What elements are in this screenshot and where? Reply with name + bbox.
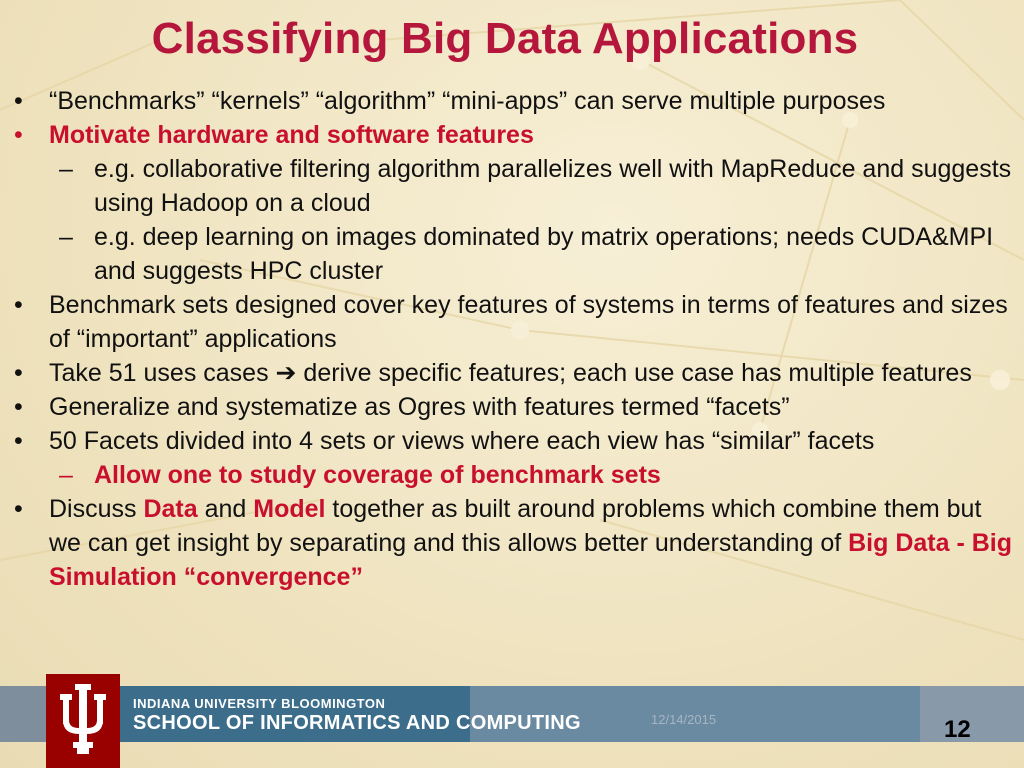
highlight-text: Big Data - Big Simulation “convergence” (49, 529, 1013, 591)
bullet-marker: • (14, 427, 23, 455)
sub-bullet-item (14, 458, 1014, 492)
bullet-item (14, 424, 1014, 458)
slide-date: 12/14/2015 (651, 712, 717, 727)
bullet-item (14, 84, 1014, 118)
dash-marker: – (59, 155, 73, 183)
bullet-item (14, 390, 1014, 424)
bullet-text: together as built around problems which combine them but we can get insight by separating and this allows better understanding of (49, 495, 982, 557)
bullet-text: Discuss (49, 495, 144, 523)
bullet-list (14, 84, 1014, 594)
bullet-marker: • (14, 121, 23, 149)
bullet-text: Generalize and systematize as Ogres with features termed “facets” (49, 393, 790, 421)
bullet-text: 50 Facets divided into 4 sets or views where each view has “similar” facets (49, 427, 875, 455)
bullet-marker: • (14, 87, 23, 115)
page-number: 12 (944, 716, 971, 743)
dash-marker: – (59, 223, 73, 251)
highlight-text: Model (253, 495, 326, 523)
highlight-text: Allow one to study coverage of benchmark sets (94, 461, 661, 489)
bullet-marker: • (14, 495, 23, 523)
bullet-text: and (197, 495, 254, 523)
bullet-text: Benchmark sets designed cover key features of systems in terms of features and sizes of “important” applications (49, 291, 1008, 353)
bullet-item (14, 492, 1014, 594)
bullet-text: “Benchmarks” “kernels” “algorithm” “mini-apps” can serve multiple purposes (49, 87, 886, 115)
bullet-item (14, 288, 1014, 356)
highlight-text: Data (143, 495, 198, 523)
sub-bullet-item (14, 220, 1014, 288)
bullet-item (14, 118, 1014, 152)
sub-bullet-item (14, 152, 1014, 220)
slide-title: Classifying Big Data Applications (151, 14, 859, 63)
university-name: INDIANA UNIVERSITY BLOOMINGTON (133, 696, 386, 711)
bullet-text: e.g. collaborative filtering algorithm parallelizes well with MapReduce and suggests using Hadoop on a cloud (94, 155, 1012, 217)
highlight-text: Motivate hardware and software features (49, 121, 534, 149)
bullet-marker: • (14, 291, 23, 319)
bullet-text: e.g. deep learning on images dominated by matrix operations; needs CUDA&MPI and suggests HPC cluster (94, 223, 994, 285)
iu-trident-logo-icon (58, 684, 108, 756)
footer (0, 686, 1024, 768)
bullet-text: derive specific features; each use case has multiple features (296, 359, 972, 387)
bullet-marker: • (14, 393, 23, 421)
school-name: SCHOOL OF INFORMATICS AND COMPUTING (133, 712, 581, 734)
bullet-marker: • (14, 359, 23, 387)
bullet-item (14, 356, 1014, 390)
arrow-icon: ➔ (275, 359, 297, 387)
dash-marker: – (59, 461, 73, 489)
bullet-text: Take 51 uses cases (49, 359, 276, 387)
